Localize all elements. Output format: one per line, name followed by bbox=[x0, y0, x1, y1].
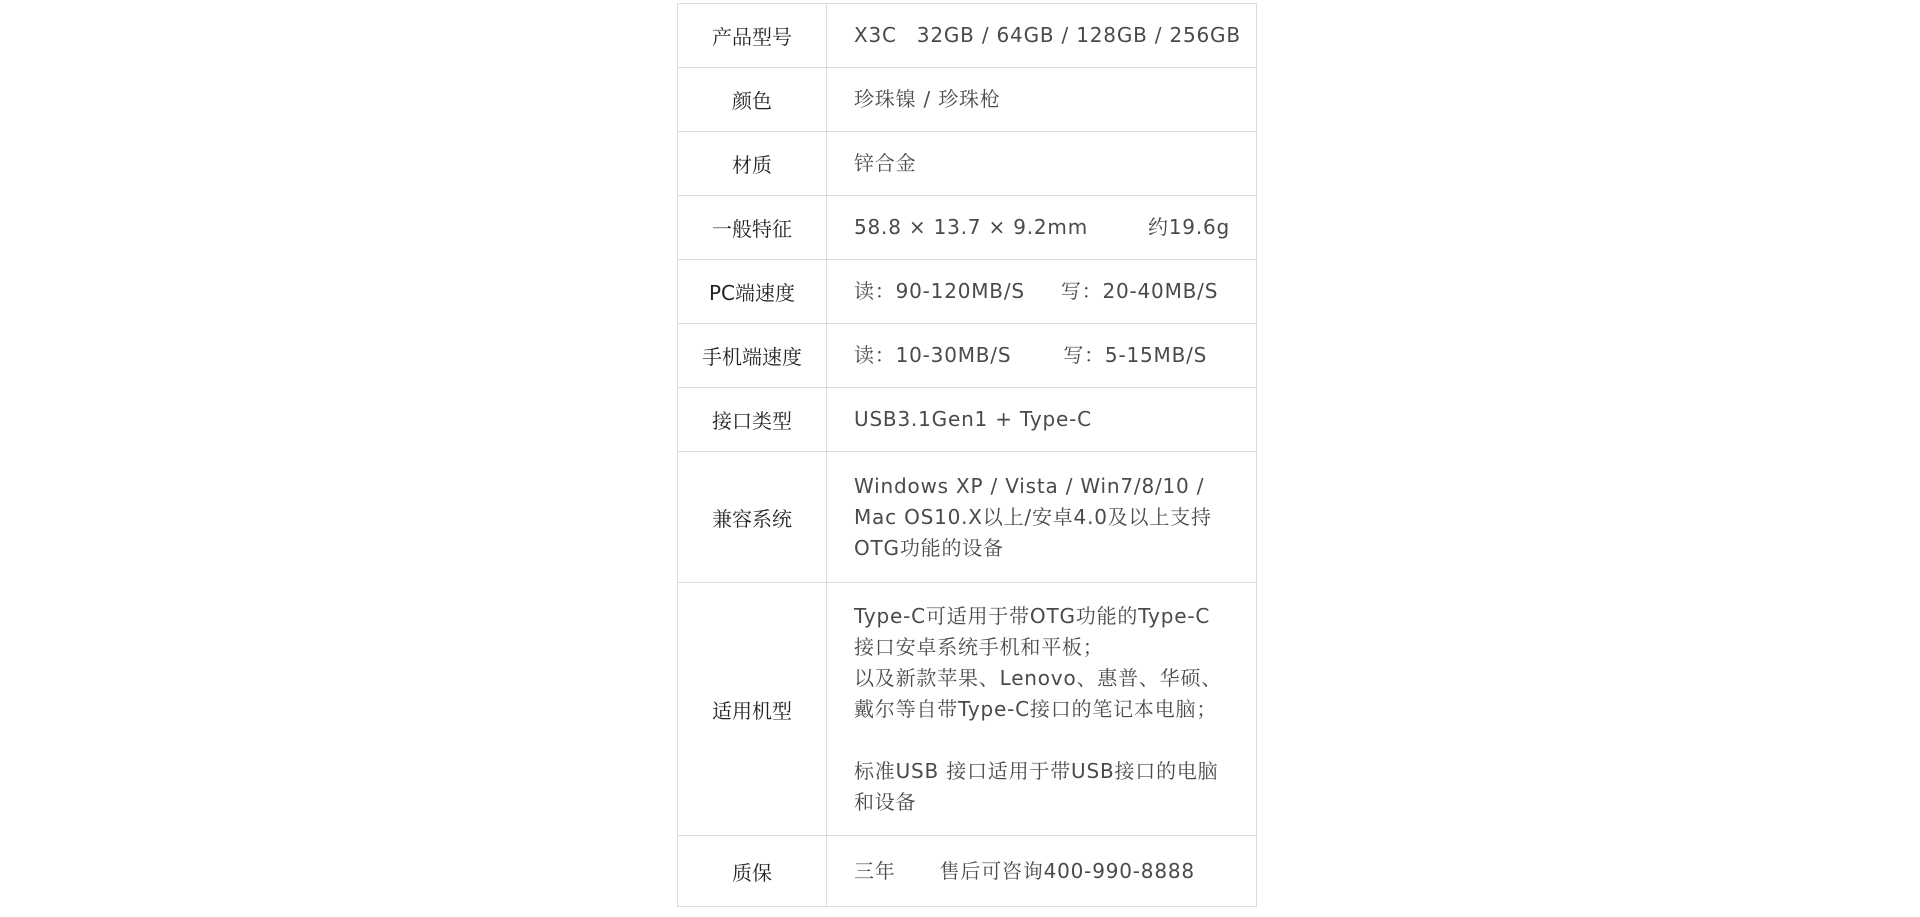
spec-row-models bbox=[678, 583, 1257, 836]
spec-value-interface: USB3.1Gen1 + Type-C bbox=[827, 388, 1257, 452]
phone-write-speed: 写：5-15MB/S bbox=[1063, 343, 1208, 367]
model-name: X3C bbox=[854, 23, 897, 47]
spec-row-compat bbox=[678, 452, 1257, 583]
spec-label-color: 颜色 bbox=[678, 68, 827, 132]
spec-label-phone-speed: 手机端速度 bbox=[678, 324, 827, 388]
spec-label-warranty: 质保 bbox=[678, 836, 827, 907]
model-capacities: 32GB / 64GB / 128GB / 256GB bbox=[916, 23, 1241, 47]
weight-text: 约19.6g bbox=[1147, 215, 1231, 239]
models-line: 戴尔等自带Type-C接口的笔记本电脑； bbox=[854, 696, 1218, 721]
pc-read-speed: 读：90-120MB/S bbox=[854, 279, 1025, 303]
spec-label-models: 适用机型 bbox=[678, 583, 827, 836]
spec-row-interface bbox=[678, 388, 1257, 452]
models-line: 接口安卓系统手机和平板； bbox=[854, 634, 1104, 659]
models-line: 标准USB 接口适用于带USB接口的电脑 bbox=[854, 758, 1219, 783]
pc-write-speed: 写：20-40MB/S bbox=[1060, 279, 1219, 303]
spec-value-general bbox=[827, 196, 1257, 260]
spec-label-material: 材质 bbox=[678, 132, 827, 196]
spec-value-color: 珍珠镍 / 珍珠枪 bbox=[827, 68, 1257, 132]
dimensions-text: 58.8 × 13.7 × 9.2mm bbox=[854, 215, 1088, 239]
spec-label-model: 产品型号 bbox=[678, 4, 827, 68]
spec-value-models bbox=[827, 583, 1257, 836]
spec-label-pc-speed: PC端速度 bbox=[678, 260, 827, 324]
spec-value-pc-speed bbox=[827, 260, 1257, 324]
spec-row-model bbox=[678, 4, 1257, 68]
spec-row-warranty bbox=[678, 836, 1257, 907]
compat-line: Mac OS10.X以上/安卓4.0及以上支持 bbox=[854, 504, 1212, 529]
spec-table bbox=[677, 3, 1257, 907]
compat-line: OTG功能的设备 bbox=[854, 535, 1004, 560]
models-line: Type-C可适用于带OTG功能的Type-C bbox=[854, 603, 1211, 628]
compat-line: Windows XP / Vista / Win7/8/10 / bbox=[854, 473, 1205, 498]
spec-value-material: 锌合金 bbox=[827, 132, 1257, 196]
warranty-service: 售后可咨询400-990-8888 bbox=[939, 858, 1195, 883]
paragraph-gap bbox=[854, 725, 1248, 756]
spec-label-compat: 兼容系统 bbox=[678, 452, 827, 583]
models-line: 以及新款苹果、Lenovo、惠普、华硕、 bbox=[854, 665, 1223, 690]
spec-row-phone-speed bbox=[678, 324, 1257, 388]
warranty-period: 三年 bbox=[854, 858, 896, 883]
spec-row-color bbox=[678, 68, 1257, 132]
spec-value-model bbox=[827, 4, 1257, 68]
spec-label-interface: 接口类型 bbox=[678, 388, 827, 452]
spec-row-pc-speed bbox=[678, 260, 1257, 324]
spec-value-warranty bbox=[827, 836, 1257, 907]
spec-label-general: 一般特征 bbox=[678, 196, 827, 260]
spec-row-material bbox=[678, 132, 1257, 196]
spec-value-phone-speed bbox=[827, 324, 1257, 388]
spec-value-compat bbox=[827, 452, 1257, 583]
phone-read-speed: 读：10-30MB/S bbox=[854, 343, 1012, 367]
spec-row-general bbox=[678, 196, 1257, 260]
models-line: 和设备 bbox=[854, 789, 917, 814]
